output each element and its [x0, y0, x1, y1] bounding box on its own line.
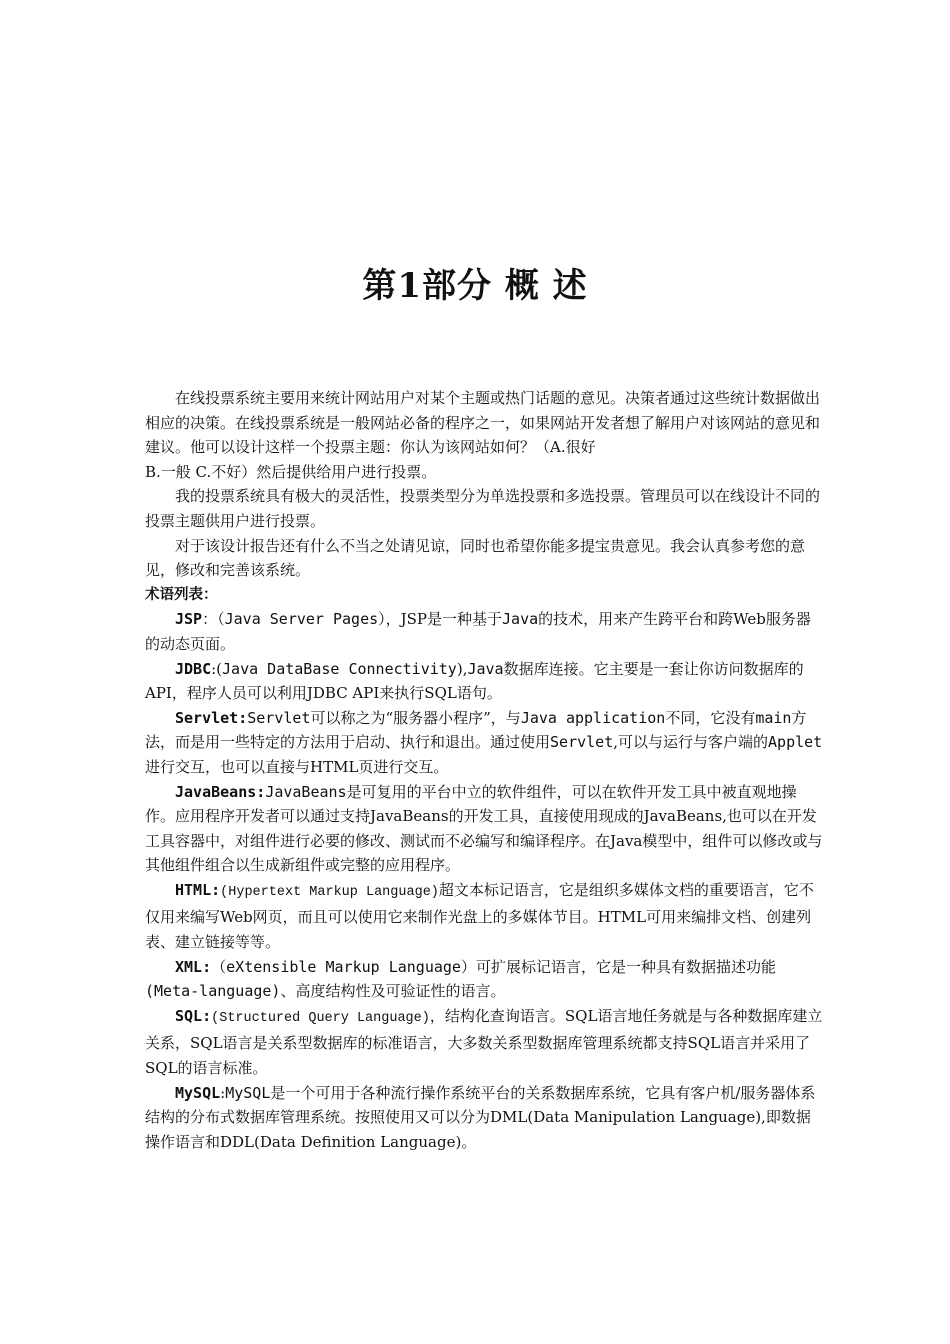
term-mysql: MySQL — [175, 1083, 221, 1102]
term-jsp: JSP — [175, 610, 203, 629]
servlet-text-1: 可以称之为“服务器小程序”，与 — [310, 708, 521, 727]
document-body — [145, 386, 825, 1154]
servlet-text-3: 方法，而是用一些特定的方法用于启动、执行和退出。通过使用 — [145, 708, 807, 752]
intro-paragraph-1-continued: B.一般 C.不好）然后提供给用户进行投票。 — [145, 462, 437, 481]
jsp-java: Java — [502, 610, 539, 629]
mysql-word: MySQL — [225, 1083, 271, 1102]
jsp-expansion: Java Server Pages — [224, 610, 379, 629]
xml-expansion: eXtensible Markup Language — [226, 957, 461, 976]
intro-paragraph-2: 我的投票系统具有极大的灵活性，投票类型分为单选投票和多选投票。管理员可以在线设计不同的投票主题供用户进行投票。 — [145, 487, 821, 530]
term-html: HTML: — [175, 880, 221, 899]
term-sql: SQL: — [175, 1006, 212, 1025]
servlet-text-5: 进行交互，也可以直接与HTML页进行交互。 — [145, 757, 449, 776]
glossary-entry-jsp — [145, 607, 825, 656]
servlet-java-application: Java application — [520, 708, 666, 727]
term-servlet: Servlet: — [175, 708, 248, 727]
glossary-entry-xml — [145, 955, 825, 1004]
jdbc-text-2: 数据库连接。它主要是一套让你访问数据库的API，程序人员可以利用JDBC API来执行SQL语句。 — [145, 659, 804, 703]
jsp-text-2: 的技术，用来产生跨平台和跨Web服务器的动态页面。 — [145, 610, 811, 653]
term-xml: XML: — [175, 957, 212, 976]
glossary-entry-jdbc — [145, 657, 825, 706]
jsp-text-1: ），JSP是一种基于 — [378, 610, 503, 629]
jdbc-java: Java — [467, 659, 504, 678]
servlet-text-4: ,可以与运行与客户端的 — [613, 733, 769, 752]
html-expansion: (Hypertext Markup Language) — [220, 884, 439, 900]
servlet-text-2: 不同，它没有 — [665, 708, 756, 727]
servlet-word-2: Servlet — [550, 733, 614, 752]
xml-text-2: 、高度结构性及可验证性的语言。 — [280, 982, 506, 1001]
mysql-colon: : — [220, 1083, 226, 1102]
glossary-entry-mysql — [145, 1081, 825, 1155]
servlet-applet: Applet — [768, 733, 823, 752]
html-text: 超文本标记语言，它是组织多媒体文档的重要语言，它不仅用来编写Web网页，而且可以使用它来制作光盘上的多媒体节目。HTML可用来编排文档、创建列表、建立链接等等。 — [145, 880, 814, 952]
javabeans-text: 是可复用的平台中立的软件组件，可以在软件开发工具中被直观地操作。应用程序开发者可以通过支持JavaBeans的开发工具，直接使用现成的JavaBeans,也可以在开发工具容器中，对组件进行必要的修改、测试而不必编写和编译程序。在Java模型中，组件可以修改或与其他组件组合以生成新组件或完整的应用程序。 — [145, 782, 823, 875]
jsp-sep: ：（ — [202, 610, 225, 629]
jdbc-sep: :( — [211, 659, 223, 678]
glossary-entry-javabeans — [145, 780, 825, 878]
intro-paragraph-3: 对于该设计报告还有什么不当之处请见谅，同时也希望你能多提宝贵意见。我会认真参考您的意见，修改和完善该系统。 — [145, 536, 806, 580]
page-title: 第1部分 概 述 — [362, 266, 588, 306]
term-jdbc: JDBC — [175, 659, 212, 678]
glossary-entry-servlet — [145, 706, 825, 780]
xml-meta-language: (Meta-language) — [145, 982, 281, 1001]
glossary-heading: 术语列表： — [145, 586, 218, 603]
sql-text: ，结构化查询语言。SQL语言地任务就是与各种数据库建立关系，SQL语言是关系型数据库的标准语言，大多数关系型数据库管理系统都支持SQL语言并采用了SQL的语言标准。 — [145, 1006, 823, 1078]
jdbc-text-1: ), — [456, 659, 468, 678]
servlet-main: main — [755, 708, 792, 727]
glossary-entry-html — [145, 878, 825, 955]
xml-text-1: ）可扩展标记语言，它是一种具有数据描述功能 — [460, 957, 776, 976]
term-javabeans: JavaBeans: — [175, 782, 266, 801]
intro-paragraph-1: 在线投票系统主要用来统计网站用户对某个主题或热门话题的意见。决策者通过这些统计数据做出相应的决策。在线投票系统是一般网站必备的程序之一，如果网站开发者想了解用户对该网站的意见和建议。他可以设计这样一个投票主题：你认为该网站如何？（A.很好 — [145, 389, 821, 457]
glossary-entry-sql — [145, 1004, 825, 1081]
sql-expansion: (Structured Query Language) — [211, 1010, 430, 1026]
servlet-word-1: Servlet — [247, 708, 311, 727]
javabeans-word: JavaBeans — [265, 782, 347, 801]
mysql-text: 是一个可用于各种流行操作系统平台的关系数据库系统，它具有客户机/服务器体系结构的分布式数据库管理系统。按照使用又可以分为DML(Data Manipulation Language),即数据操作语言和DDL(Data Definition Language)。 — [145, 1083, 816, 1151]
xml-paren-open: （ — [211, 957, 227, 976]
jdbc-expansion: Java DataBase Connectivity — [222, 659, 457, 678]
